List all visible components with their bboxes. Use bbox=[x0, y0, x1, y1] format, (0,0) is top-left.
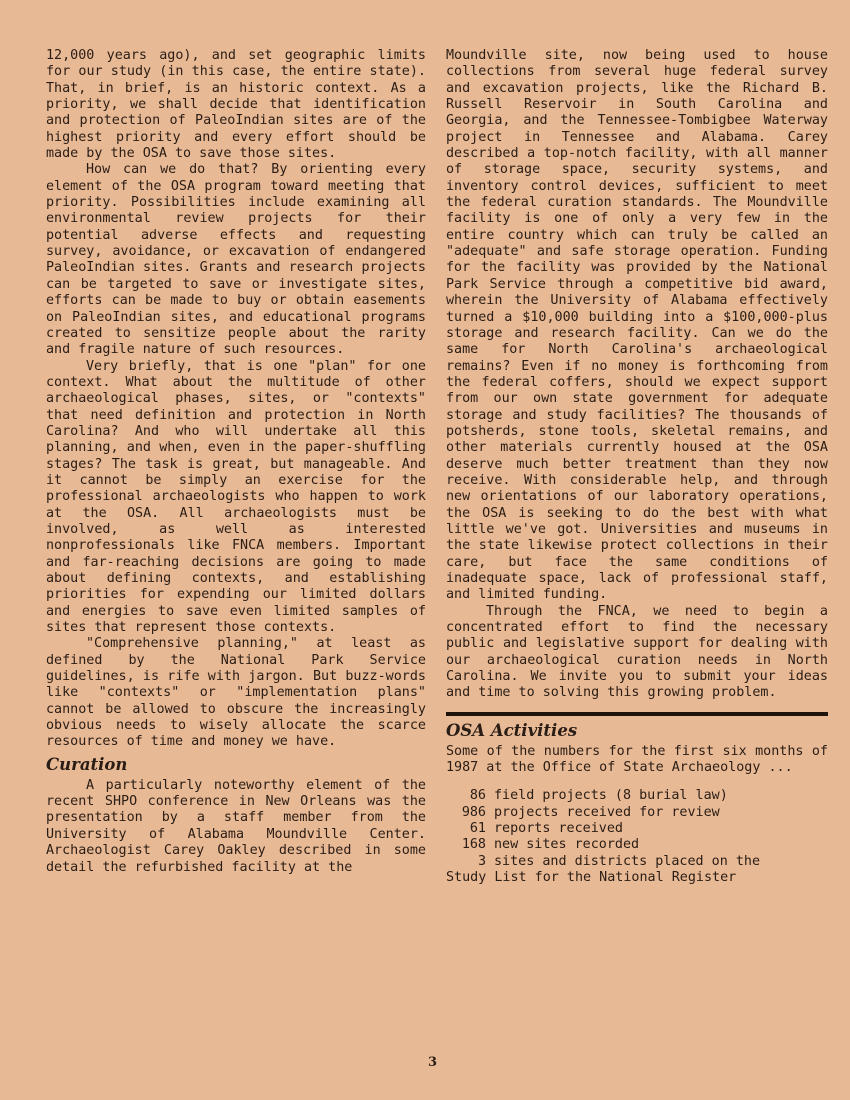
stat-number: 986 bbox=[461, 804, 486, 820]
paragraph-moundville-facility: Moundville site, now being used to house collections from several huge federal survey and excavation projects, like the Richard B. Russell Reservoir in South Carolina and Georgia, and the Tennessee-Tombigbee Waterway project in Tennessee and Alabama. Carey described a top-notch facility, with all manner of storage space, security systems, and inventory control devices, sufficient to meet the federal curation standards. The Moundville facility is one of only a very few in the entire country which can truly be called an "adequate" and safe storage operation. Funding for the facility was provided by the National Park Service through a competitive bid award, wherein the University of Alabama effectively turned a $10,000 building into a $100,000-plus storage and research facility. Can we do the same for North Carolina's archaeological remains? Even if no money is forthcoming from the federal coffers, should we expect support from our own state government for adequate storage and study facilities? The thousands of potsherds, stone tools, skeletal remains, and other materials currently housed at the OSA deserve much better treatment than they now receive. With considerable help, and through new orientations of our laboratory operations, the OSA is seeking to do the best with what little we've got. Universities and museums in the state likewise protect collections in their care, but face the same conditions of inadequate space, lack of professional staff, and limited funding. bbox=[446, 48, 828, 603]
stat-row bbox=[446, 821, 828, 837]
heading-curation: Curation bbox=[46, 754, 128, 774]
stat-label-continuation: Study List for the National Register bbox=[446, 870, 737, 886]
right-column bbox=[446, 48, 828, 887]
stat-label: field projects (8 burial law) bbox=[494, 788, 728, 804]
stat-label: reports received bbox=[494, 821, 623, 837]
heading-osa-activities: OSA Activities bbox=[446, 720, 578, 740]
section-divider bbox=[446, 712, 828, 716]
stat-label: projects received for review bbox=[494, 804, 720, 820]
stat-row bbox=[446, 788, 828, 804]
page-number: 3 bbox=[428, 1055, 438, 1070]
stat-label: new sites recorded bbox=[494, 837, 640, 853]
paragraph-comprehensive-planning: "Comprehensive planning," at least as defined by the National Park Service guidelines, is rife with jargon. But buzz-words like "contexts" or "implementation plans" cannot be allowed to obscure the increasingly obvious needs to wisely allocate the scarce resources of time and money we have. bbox=[46, 636, 426, 750]
stat-row bbox=[446, 805, 828, 821]
stat-label: sites and districts placed on the bbox=[494, 853, 761, 869]
stat-number: 3 bbox=[477, 853, 486, 869]
stat-number: 168 bbox=[461, 837, 486, 853]
left-column bbox=[46, 48, 426, 876]
stat-row bbox=[446, 837, 828, 853]
stat-row bbox=[446, 854, 828, 870]
stat-number: 61 bbox=[469, 821, 486, 837]
osa-stats-list bbox=[446, 788, 828, 886]
stat-number: 86 bbox=[469, 788, 486, 804]
paragraph-paleoindian-context: 12,000 years ago), and set geographic limits for our study (in this case, the entire state). That, in brief, is an historic context. As a priority, we shall decide that identification and protection of PaleoIndian sites are of the highest priority and every effort should be made by the OSA to save those sites. bbox=[46, 48, 426, 162]
paragraph-fnca-effort: Through the FNCA, we need to begin a concentrated effort to find the necessary public and legislative support for dealing with our archaeological curation needs in North Carolina. We invite you to submit your ideas and time to solving this growing problem. bbox=[446, 603, 828, 701]
paragraph-orienting-program: How can we do that? By orienting every element of the OSA program toward meeting that priority. Possibilities include examining all environmental review projects for their potential adverse effects and requesting survey, avoidance, or excavation of endangered PaleoIndian sites. Grants and research projects can be targeted to save or investigate sites, efforts can be made to buy or obtain easements on PaleoIndian sites, and educational programs created to sensitize people about the rarity and fragile nature of such resources. bbox=[46, 162, 426, 358]
paragraph-one-plan: Very briefly, that is one "plan" for one context. What about the multitude of other archaeological phases, sites, or "contexts" that need definition and protection in North Carolina? And who will undertake all this planning, and when, even in the paper-shuffling stages? The task is great, but manageable. And it cannot be simply an exercise for the professional archaeologists who happen to work at the OSA. All archaeologists must be involved, as well as interested nonprofessionals like FNCA members. Important and far-reaching decisions are going to made about defining contexts, and establishing priorities for expending our limited dollars and energies to save even limited samples of sites that represent those contexts. bbox=[46, 358, 426, 636]
paragraph-osa-intro: Some of the numbers for the first six months of 1987 at the Office of State Archaeology ... bbox=[446, 743, 828, 776]
paragraph-shpo-conference: A particularly noteworthy element of the recent SHPO conference in New Orleans was the presentation by a staff member from the University of Alabama Moundville Center. Archaeologist Carey Oakley described in some detail the refurbished facility at the bbox=[46, 777, 426, 875]
